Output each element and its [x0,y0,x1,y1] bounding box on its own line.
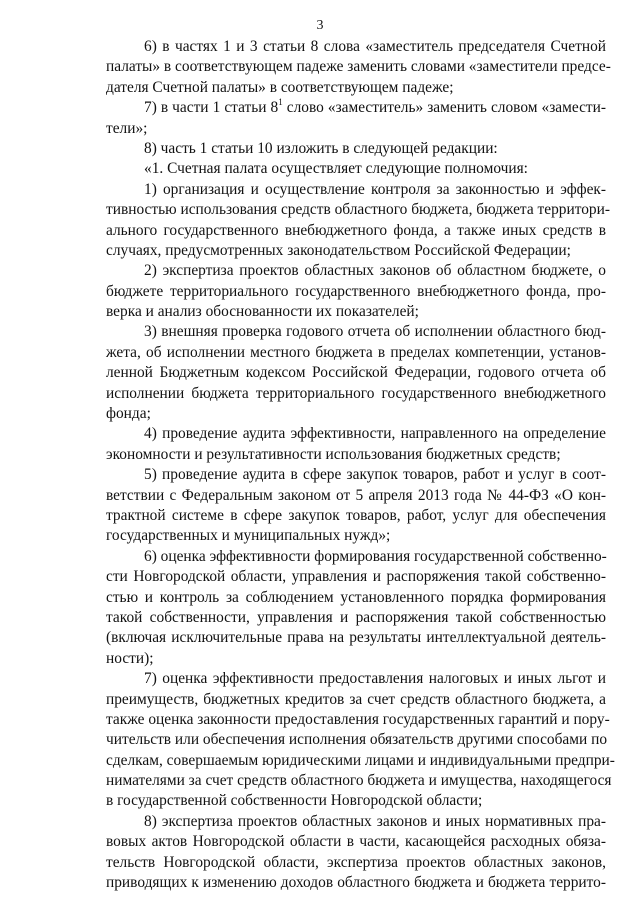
paragraph [106,424,606,465]
text-line: исполнении бюджета территориального государственного внебюджетного [106,384,606,402]
text-line: случаях, предусмотренных законодательством Российской Федерации; [106,241,571,259]
text-line: такой собственности, управления и распоряжения такой собственностью [106,608,606,626]
text-line: ности); [106,649,154,667]
text-line: 2) экспертиза проектов областных законов об областном бюджете, о [144,262,606,280]
text-segment: 7) в части 1 статьи 8 [144,99,279,117]
paragraph [106,547,606,669]
text-line: фонда; [106,405,151,423]
paragraph [106,180,610,262]
text-segment: слово «заместитель» заменить словом «замести- [282,99,606,117]
text-line: нимателями за счет средств областного бюджета и имущества, находящегося [106,772,612,790]
text-line: тели»; [106,119,148,137]
text-line: бюджете территориального государственного внебюджетного фонда, про- [106,282,606,300]
document-body [106,37,615,893]
text-line: тивностью использования средств областного бюджета, бюджета территори- [106,201,610,219]
text-line: преимуществ, бюджетных кредитов за счет средств областного бюджета, а [106,690,606,708]
text-line [106,98,606,118]
text-line: 6) оценка эффективности формирования государственной собственно- [144,547,607,565]
text-line: сти Новгородской области, управления и распоряжения такой собственно- [106,568,606,586]
text-line: 8) часть 1 статьи 10 изложить в следующей редакции: [144,139,498,157]
text-line: палаты» в соответствующем падеже заменить словами «заместители предсе- [106,58,611,76]
text-line: 6) в частях 1 и 3 статьи 8 слова «заместитель председателя Счетной [144,38,606,55]
text-line: сделкам, совершаемым юридическими лицами и индивидуальными предпри- [106,751,615,769]
text-line: 4) проведение аудита эффективности, направленного на определение [144,425,606,443]
paragraph [106,465,606,547]
superscript: 1 [278,97,283,108]
text-line: жета, об исполнении местного бюджета в пределах компетенции, установ- [106,343,606,361]
text-line: экономности и результативности использования бюджетных средств; [106,445,561,463]
paragraph [106,669,615,812]
text-line: «1. Счетная палата осуществляет следующие полномочия: [144,160,528,178]
text-line: государственных и муниципальных нужд»; [106,527,391,545]
paragraph [106,139,606,159]
text-line: тельств Новгородской области, экспертиза проектов областных законов, [106,853,606,871]
paragraph [106,322,606,424]
text-line: стью и контроль за соблюдением установленного порядка формирования [106,588,606,606]
page-number: 3 [316,18,324,33]
text-line: также оценка законности предоставления государственных гарантий и пору- [106,710,610,728]
text-line: 3) внешняя проверка годового отчета об исполнении областного бюд- [144,323,606,341]
text-line: 1) организация и осуществление контроля за законностью и эффек- [144,180,606,198]
text-line: верка и анализ обоснованности их показателей; [106,303,419,321]
paragraph [106,812,606,894]
text-line: дателя Счетной палаты» в соответствующем падеже; [106,78,454,96]
text-line: 8) экспертиза проектов областных законов и иных нормативных пра- [144,812,606,830]
paragraph [106,37,611,98]
text-line: ленной Бюджетным кодексом Российской Федерации, годового отчета об [106,364,606,382]
text-line: чительств или обеспечения исполнения обязательств другими способами по [106,731,608,749]
text-line: вовых актов Новгородской области в части, касающейся расходных обяза- [106,833,606,851]
text-line: в государственной собственности Новгородской области; [106,792,483,810]
text-line: приводящих к изменению доходов областного бюджета и бюджета террито- [106,874,606,892]
text-line: 7) оценка эффективности предоставления налоговых и иных льгот и [144,670,606,688]
text-line: ального государственного внебюджетного фонда, а также иных средств в [106,221,606,239]
text-line: 5) проведение аудита в сфере закупок товаров, работ и услуг в соот- [144,466,606,484]
text-line: ветствии с Федеральным законом от 5 апреля 2013 года № 44-ФЗ «О кон- [106,486,606,504]
text-line: трактной системе в сфере закупок товаров, работ, услуг для обеспечения [106,506,606,524]
text-line: (включая исключительные права на результаты интеллектуальной деятель- [106,629,606,647]
paragraph [106,98,606,139]
paragraph [106,261,606,322]
paragraph [106,159,606,179]
